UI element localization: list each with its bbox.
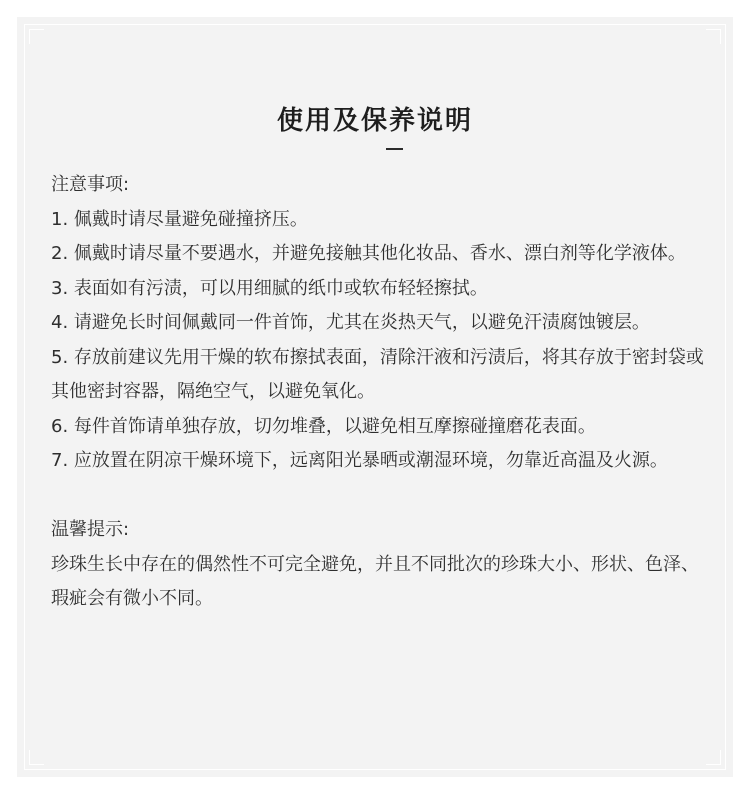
note-item-1: 1. 佩戴时请尽量避免碰撞挤压。 bbox=[51, 208, 308, 230]
instructions-content bbox=[51, 168, 711, 617]
section-spacer bbox=[51, 479, 711, 514]
note-item-4: 4. 请避免长时间佩戴同一件首饰，尤其在炎热天气，以避免汗渍腐蚀镀层。 bbox=[51, 312, 650, 333]
frame-corner-bottom-right bbox=[706, 750, 721, 765]
tips-heading: 温馨提示: bbox=[51, 519, 130, 540]
notes-heading: 注意事项: bbox=[51, 174, 130, 195]
frame-corner-top-right bbox=[706, 29, 721, 44]
tips-text: 珍珠生长中存在的偶然性不可完全避免，并且不同批次的珍珠大小、形状、色泽、瑕疵会有微小不同。 bbox=[51, 553, 699, 609]
note-item-3: 3. 表面如有污渍，可以用细腻的纸巾或软布轻轻擦拭。 bbox=[51, 277, 488, 299]
page-title: 使用及保养说明 bbox=[276, 106, 473, 136]
frame-corner-top-left bbox=[29, 29, 44, 44]
note-item-5: 5. 存放前建议先用干燥的软布擦拭表面，清除汗液和污渍后，将其存放于密封袋或其他密封容器，隔绝空气，以避免氧化。 bbox=[51, 346, 704, 402]
title-divider bbox=[386, 148, 403, 150]
frame-corner-bottom-left bbox=[29, 750, 44, 765]
note-item-2: 2. 佩戴时请尽量不要遇水，并避免接触其他化妆品、香水、漂白剂等化学液体。 bbox=[51, 243, 686, 264]
note-item-6: 6. 每件首饰请单独存放，切勿堆叠，以避免相互摩擦碰撞磨花表面。 bbox=[51, 415, 596, 437]
note-item-7: 7. 应放置在阴凉干燥环境下，远离阳光暴晒或潮湿环境，勿靠近高温及火源。 bbox=[51, 450, 668, 471]
